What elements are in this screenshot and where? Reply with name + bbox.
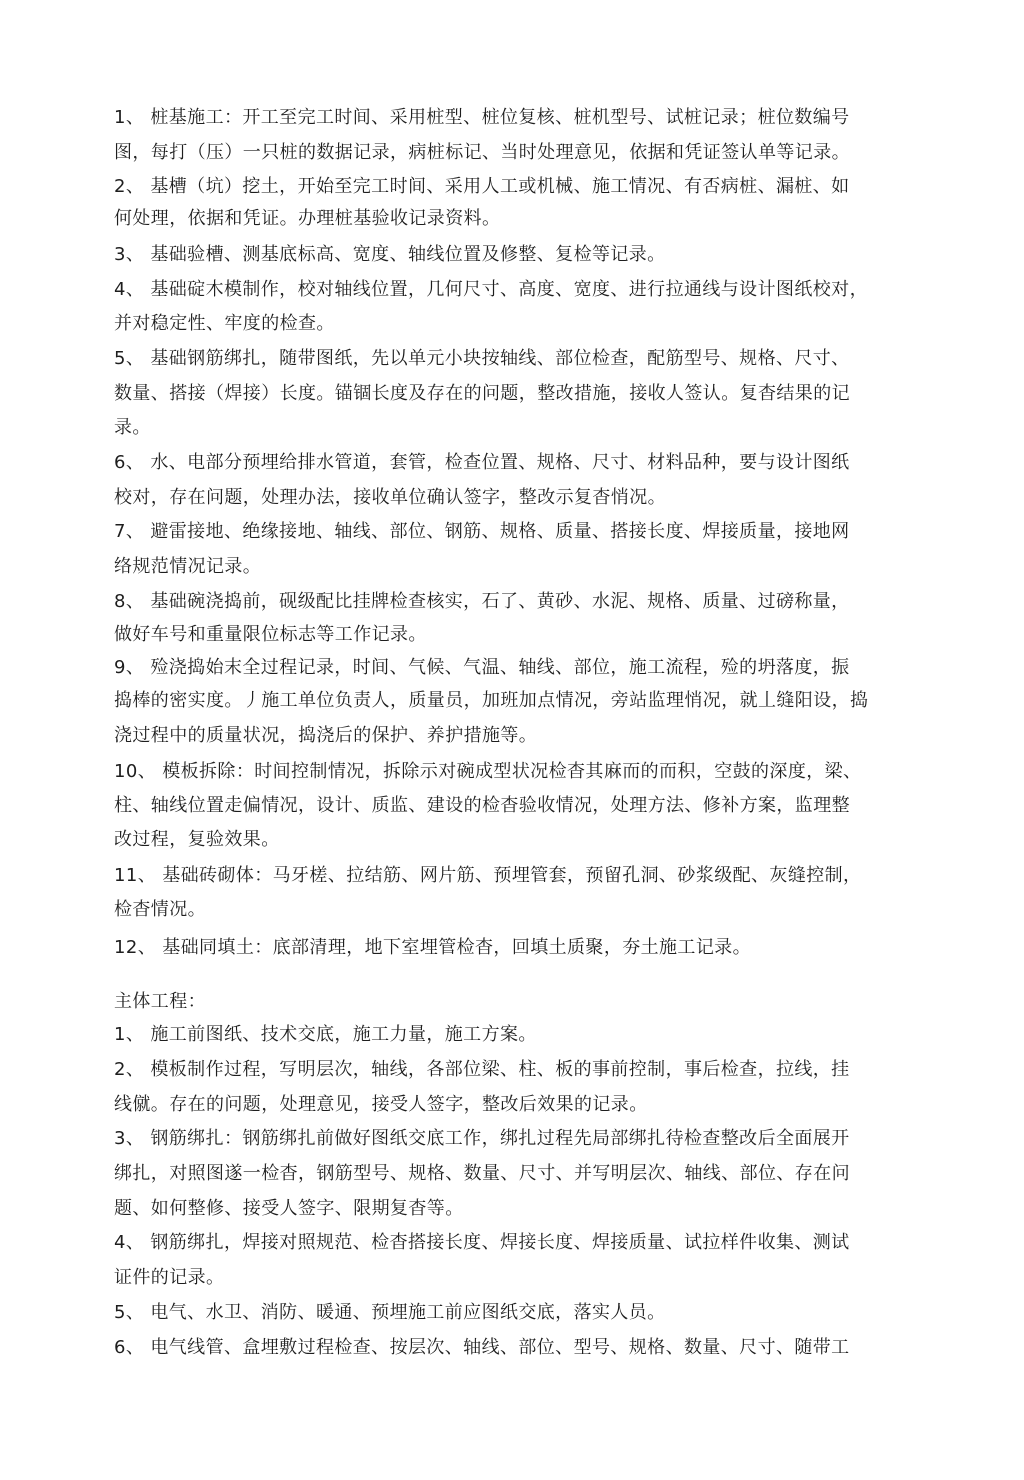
text-line: 10、 模板拆除：时间控制情况，拆除示对碗成型状况检杳其麻而的而积，空鼓的深度，梁、 xyxy=(114,761,862,782)
text-line: 数量、搭接（焊接）长度。锚锢长度及存在的问题，整改措施，接收人签认。复杳结果的记 xyxy=(114,383,850,404)
text-line: 线僦。存在的问题，处理意见，接受人签字，整改后效果的记录。 xyxy=(114,1094,648,1115)
text-line: 6、 水、电部分预埋给排水管道，套管，检查位置、规格、尺寸、材料品种，要与设计图纸 xyxy=(114,452,850,473)
text-line: 检杳情况。 xyxy=(114,899,206,920)
text-line: 改过程，复验效果。 xyxy=(114,829,280,850)
text-line: 7、 避雷接地、绝缘接地、轴线、部位、钢筋、规格、质量、搭接长度、焊接质量，接地网 xyxy=(114,521,850,542)
text-line: 绑扎，对照图遂一检杳，钢筋型号、规格、数量、尺寸、并写明层次、轴线、部位、存在问 xyxy=(114,1163,850,1184)
text-line: 3、 钢筋绑扎：钢筋绑扎前做好图纸交底工作，绑扎过程先局部绑扎待检查整改后全面展开 xyxy=(114,1128,850,1149)
text-line: 络规范情况记录。 xyxy=(114,556,262,577)
text-line: 浇过程中的质量状况，捣浇后的保护、养护措施等。 xyxy=(114,725,538,746)
text-line: 9、 殓浇捣始末全过程记录，时间、气候、气温、轴线、部位，施工流程，殓的坍落度，振 xyxy=(114,657,850,678)
text-line: 图，每打（压）一只桩的数据记录，病桩标记、当时处理意见，依据和凭证签认单等记录。 xyxy=(114,142,850,163)
text-line: 8、 基础碗浇捣前，砚级配比挂牌检查核实，石了、黄砂、水泥、规格、质量、过磅称量， xyxy=(114,591,850,612)
text-line: 4、 基础碇木模制作，校对轴线位置，几何尺寸、高度、宽度、进行拉通线与设计图纸校对， xyxy=(114,279,868,300)
text-line: 4、 钢筋绑扎，焊接对照规范、检杳搭接长度、焊接长度、焊接质量、试拉样件收集、测试 xyxy=(114,1232,850,1253)
text-line: 5、 电气、水卫、消防、暖通、预埋施工前应图纸交底，落实人员。 xyxy=(114,1302,666,1323)
text-line: 11、 基础砖砌体：马牙槎、拉结筋、网片筋、预埋管套，预留孔洞、砂浆级配、灰缝控制， xyxy=(114,865,862,886)
text-line: 何处理，依据和凭证。办理桩基验收记录资料。 xyxy=(114,208,501,229)
text-line: 3、 基础验槽、测基底标高、宽度、轴线位置及修整、复检等记录。 xyxy=(114,244,666,265)
text-line: 1、 施工前图纸、技术交底，施工力量，施工方案。 xyxy=(114,1024,537,1045)
text-line: 题、如何整修、接受人签字、限期复杳等。 xyxy=(114,1198,464,1219)
section-title: 主体工程： xyxy=(114,991,206,1012)
text-line: 证件的记录。 xyxy=(114,1267,225,1288)
text-line: 6、 电气线管、盒埋敷过程检查、按层次、轴线、部位、型号、规格、数量、尺寸、随带工 xyxy=(114,1337,850,1358)
text-line: 录。 xyxy=(114,417,151,438)
text-line: 捣棒的密实度。丿施工单位负责人，质量员，加班加点情况，旁站监理悄况，就丄缝阳设，捣 xyxy=(114,690,869,711)
text-line: 做好车号和重量限位标志等工作记录。 xyxy=(114,624,427,645)
text-line: 1、 桩基施工：开工至完工时间、采用桩型、桩位复核、桩机型号、试桩记录；桩位数编号 xyxy=(114,107,850,128)
text-line: 12、 基础同填土：底部清理，地下室埋管检杳，回填土质聚，夯土施工记录。 xyxy=(114,937,752,958)
text-line: 5、 基础钢筋绑扎，随带图纸，先以单元小块按轴线、部位检查，配筋型号、规格、尺寸、 xyxy=(114,348,850,369)
text-line: 柱、轴线位置走偏情况，设计、质监、建设的检杳验收情况，处理方法、修补方案，监理整 xyxy=(114,795,850,816)
text-line: 并对稳定性、牢度的检查。 xyxy=(114,313,335,334)
text-line: 2、 模板制作过程，写明层次，轴线，各部位梁、柱、板的事前控制，事后检查，拉线，挂 xyxy=(114,1059,850,1080)
text-line: 校对，存在问题，处理办法，接收单位确认签字，整改示复杳悄况。 xyxy=(114,487,666,508)
text-line: 2、 基槽（坑）挖土，开始至完工时间、采用人工或机械、施工情况、有否病桩、漏桩、如 xyxy=(114,176,850,197)
